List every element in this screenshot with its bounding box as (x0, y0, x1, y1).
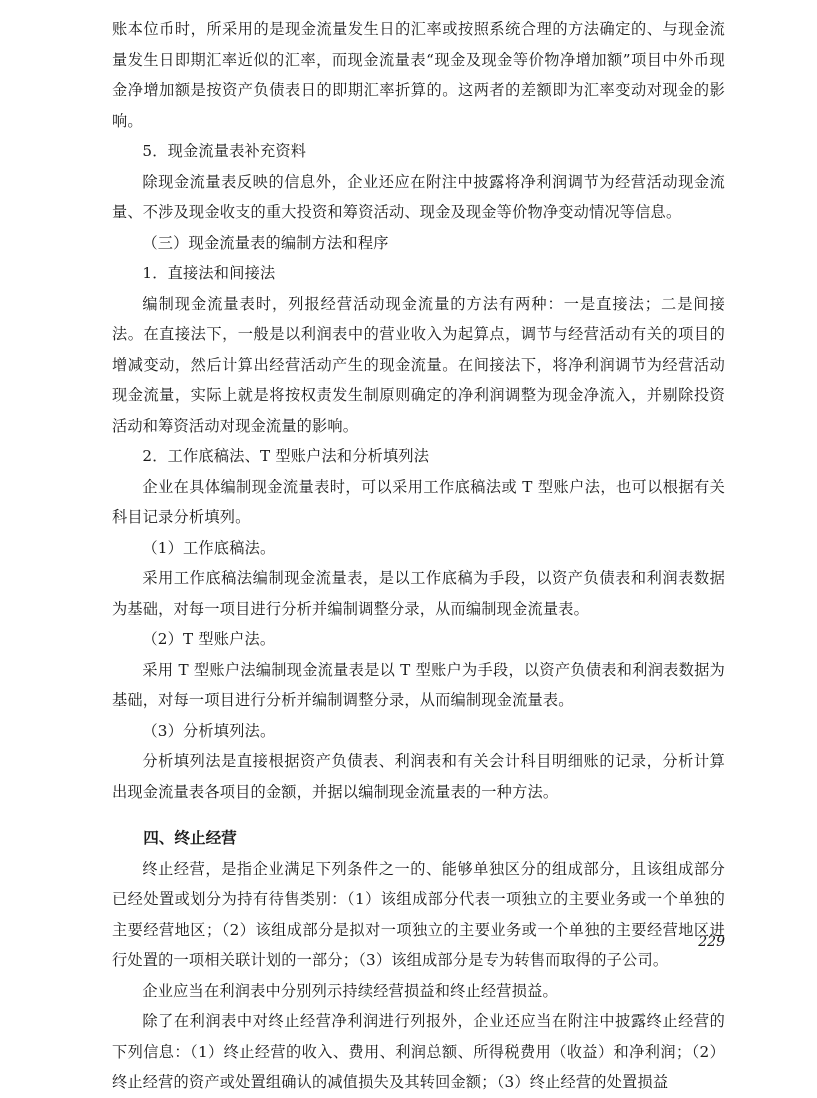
body-paragraph: 除现金流量表反映的信息外，企业还应在附注中披露将净利润调节为经营活动现金流量、不涉及现金收支的重大投资和筹资活动、现金及现金等价物净变动情况等信息。 (112, 172, 725, 221)
body-paragraph: 5．现金流量表补充资料 (142, 142, 307, 160)
body-paragraph: 采用 T 型账户法编制现金流量表是以 T 型账户为手段，以资产负债表和利润表数据为基础，对每一项目进行分析并编制调整分录，从而编制现金流量表。 (112, 660, 725, 709)
body-paragraph: 2．工作底稿法、T 型账户法和分析填列法 (142, 447, 430, 465)
body-paragraph: 编制现金流量表时，列报经营活动现金流量的方法有两种：一是直接法；二是间接法。在直接法下，一般是以利润表中的营业收入为起算点，调节与经营活动有关的项目的增减变动，然后计算出经营活动产生的现金流量。在间接法下，将净利润调节为经营活动现金流量，实际上就是将按权责发生制原则确定的净利润调整为现金净流入，并剔除投资活动和筹资活动对现金流量的影响。 (112, 294, 725, 435)
body-paragraph: 除了在利润表中对终止经营净利润进行列报外，企业还应当在附注中披露终止经营的下列信息：（1）终止经营的收入、费用、利润总额、所得税费用（收益）和净利润；（2）终止经营的资产或处置组确认的减值损失及其转回金额；（3）终止经营的处置损益 (112, 1012, 725, 1091)
body-paragraph: 企业在具体编制现金流量表时，可以采用工作底稿法或 T 型账户法，也可以根据有关科目记录分析填列。 (112, 477, 725, 526)
body-paragraph: 分析填列法是直接根据资产负债表、利润表和有关会计科目明细账的记录，分析计算出现金流量表各项目的金额，并据以编制现金流量表的一种方法。 (112, 752, 725, 801)
body-paragraph: 企业应当在利润表中分别列示持续经营损益和终止经营损益。 (142, 981, 558, 1000)
body-paragraph: （3）分析填列法。 (142, 721, 276, 740)
body-paragraph: （三）现金流量表的编制方法和程序 (142, 233, 389, 252)
page-number: 229 (698, 934, 725, 950)
body-paragraph: 1．直接法和间接法 (142, 264, 276, 282)
section-spacer (112, 807, 725, 823)
section-heading: 四、终止经营 (143, 829, 237, 847)
body-paragraph: （2）T 型账户法。 (142, 630, 276, 648)
body-paragraph: （1）工作底稿法。 (142, 538, 276, 557)
body-paragraph: 采用工作底稿法编制现金流量表，是以工作底稿为手段，以资产负债表和利润表数据为基础，对每一项目进行分析并编制调整分录，从而编制现金流量表。 (112, 569, 725, 618)
body-paragraph: 账本位币时，所采用的是现金流量发生日的汇率或按照系统合理的方法确定的、与现金流量发生日即期汇率近似的汇率，而现金流量表“现金及现金等价物净增加额”项目中外币现金净增加额是按资产负债表日的即期汇率折算的。这两者的差额即为汇率变动对现金的影响。 (112, 20, 725, 130)
body-paragraph: 终止经营，是指企业满足下列条件之一的、能够单独区分的组成部分，且该组成部分已经处置或划分为持有待售类别：（1）该组成部分代表一项独立的主要业务或一个单独的主要经营地区；（2）该组成部分是拟对一项独立的主要业务或一个单独的主要经营地区进行处置的一项相关联计划的一部分；（3）该组成部分是专为转售而取得的子公司。 (112, 859, 725, 969)
